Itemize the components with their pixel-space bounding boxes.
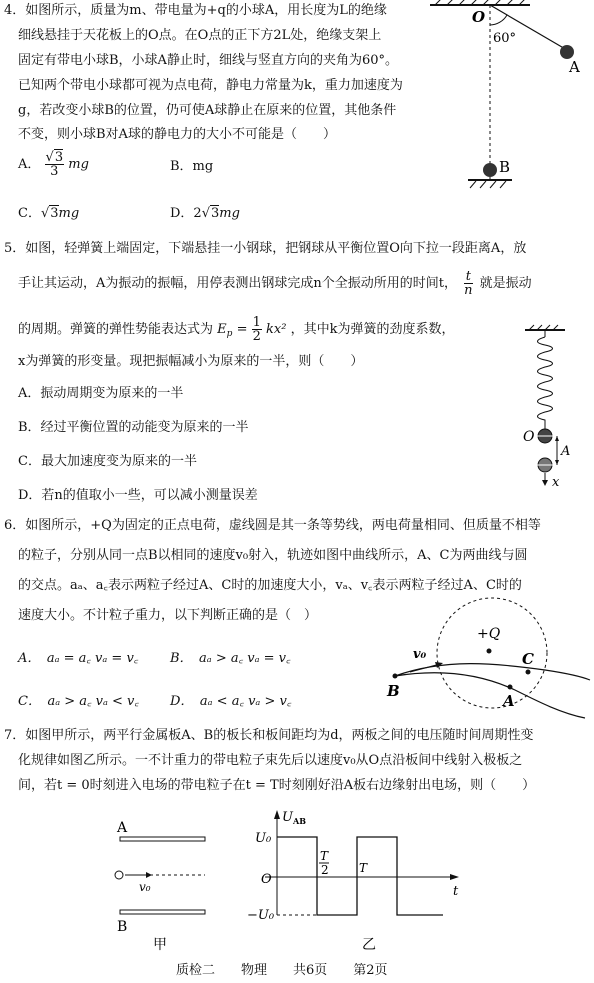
page-footer: 质检二 物理 共6页 第2页 <box>176 963 388 978</box>
q4-line-4: 已知两个带电小球都可视为点电荷，静电力常量为k，重力加速度为 <box>18 78 403 93</box>
label-u-sub: AB <box>293 816 306 826</box>
label-origin: O <box>261 872 272 887</box>
label-c: C <box>522 650 534 668</box>
label-o: O <box>472 8 486 26</box>
q7-line-1: 7．如图甲所示，两平行金属板A、B的板长和板间距均为d，两板之间的电压随时间周期性变 <box>4 728 534 743</box>
q4-option-b[interactable]: B．mg <box>170 159 214 174</box>
floor-hatch <box>468 180 512 188</box>
label-v0: v₀ <box>413 647 427 662</box>
spring <box>538 337 553 429</box>
q6-line-1: 6．如图所示，+Q为固定的正点电荷，虚线圆是其一条等势线，两电荷量相同、但质量不相等 <box>4 518 541 533</box>
trajectory-a <box>395 673 585 718</box>
q6-line-2: 的粒子，分别从同一点B以相同的速度v₀射入，轨迹如图中曲线所示，A、C为两曲线与圆 <box>18 548 528 563</box>
label-b: B <box>387 682 400 700</box>
q5-option-c[interactable]: C．最大加速度变为原来的一半 <box>18 454 197 469</box>
label-angle: 60° <box>493 31 517 46</box>
q4-line-6: 不变，则小球B对A球的静电力的大小不可能是（ ） <box>18 127 336 142</box>
q6-option-d[interactable]: D． aₐ < a꜀ vₐ > v꜀ <box>170 694 292 709</box>
q7-figure-plates <box>105 815 220 955</box>
q6-option-b[interactable]: B． aₐ > a꜀ vₐ = v꜀ <box>170 651 291 666</box>
q4-option-d[interactable]: D．2√3mg <box>170 206 240 221</box>
ball-b <box>483 163 497 177</box>
q6-option-a[interactable]: A． aₐ = a꜀ vₐ = v꜀ <box>18 651 139 666</box>
q6-line-4: 速度大小。不计粒子重力，以下判断正确的是（ ） <box>18 608 318 623</box>
q5-line-1: 5．如图，轻弹簧上端固定，下端悬挂一小钢球，把钢球从平衡位置O向下拉一段距离A，放 <box>4 241 527 256</box>
label-plate-a: A <box>117 820 128 836</box>
ball-a <box>560 45 574 59</box>
label-t: T <box>359 861 368 875</box>
label-t2-den: 2 <box>321 863 329 877</box>
q4-option-c[interactable]: C．√3mg <box>18 206 80 221</box>
q7-figure-voltage <box>245 805 470 955</box>
label-u: U <box>282 810 293 825</box>
label-plate-b: B <box>117 919 128 935</box>
label-x: x <box>552 475 560 490</box>
label-o: O <box>523 429 535 445</box>
q5-option-a[interactable]: A．振动周期变为原来的一半 <box>18 386 184 401</box>
label-neg-u0: −U₀ <box>247 908 275 923</box>
q7-line-3: 间，若t = 0时刻进入电场的带电粒子在t = T时刻刚好沿A板右边缘射出电场，则（ ） <box>18 778 536 793</box>
q4-line-3: 固定有带电小球B，小球A静止时，细线与竖直方向的夹角为60°。 <box>18 53 398 68</box>
label-yi: 乙 <box>362 937 376 953</box>
q6-option-c[interactable]: C． aₐ > a꜀ vₐ < v꜀ <box>18 694 139 709</box>
voltage-waveform <box>277 837 443 915</box>
ceiling-hatch <box>430 0 530 5</box>
q6-figure <box>385 608 590 718</box>
q4-figure <box>430 0 590 195</box>
q7-line-2: 化规律如图乙所示。一不计重力的带电粒子束先后以速度v₀从O点沿板间中线射入极板之 <box>18 753 523 768</box>
label-jia: 甲 <box>153 937 167 953</box>
label-amplitude: A <box>561 444 571 459</box>
q4-line-2: 细线悬挂于天花板上的O点。在O点的正下方2L处，绝缘支架上 <box>18 28 382 43</box>
plate-b <box>120 910 205 914</box>
q4-line-1: 4．如图所示，质量为m、带电量为+q的小球A，用长度为L的绝缘 <box>4 3 387 18</box>
q5-option-d[interactable]: D．若n的值取小一些，可以减小测量误差 <box>18 488 258 503</box>
trajectory-c <box>395 664 590 680</box>
q4-line-5: g，若改变小球B的位置，仍可使A球静止在原来的位置，其他条件 <box>18 103 397 118</box>
label-time: t <box>453 884 459 899</box>
label-u0: U₀ <box>255 831 272 846</box>
label-a: A <box>503 692 515 710</box>
label-a: A <box>569 58 580 76</box>
label-t2-num: T <box>320 849 329 863</box>
q5-option-b[interactable]: B．经过平衡位置的动能变为原来的一半 <box>18 420 249 435</box>
q6-line-3: 的交点。aₐ、a꜀表示两粒子经过A、C时的加速度大小，vₐ、v꜀表示两粒子经过A、C时的 <box>18 578 522 593</box>
q4-option-a[interactable]: A． $\frac{√3}{3}$ mg <box>18 150 89 179</box>
q5-line-2: 手让其运动，A为振动的振幅，用停表测出钢球完成n个全振动所用的时间t， $\frac{t}{n}$ 就是振动 <box>18 269 532 298</box>
q5-figure <box>505 325 590 490</box>
q5-line-3: 的周期。弹簧的弹性势能表达式为 $E_p$ = $\frac{1}{2}$ kx² ，其中k为弹簧的劲度系数， <box>18 315 455 344</box>
label-q: +Q <box>477 626 501 642</box>
label-v0: v₀ <box>139 880 151 894</box>
charge-q <box>487 649 492 654</box>
plate-a <box>120 837 205 841</box>
label-b: B <box>499 158 511 176</box>
q5-line-4: x为弹簧的形变量。现把振幅减小为原来的一半，则（ ） <box>18 354 364 369</box>
